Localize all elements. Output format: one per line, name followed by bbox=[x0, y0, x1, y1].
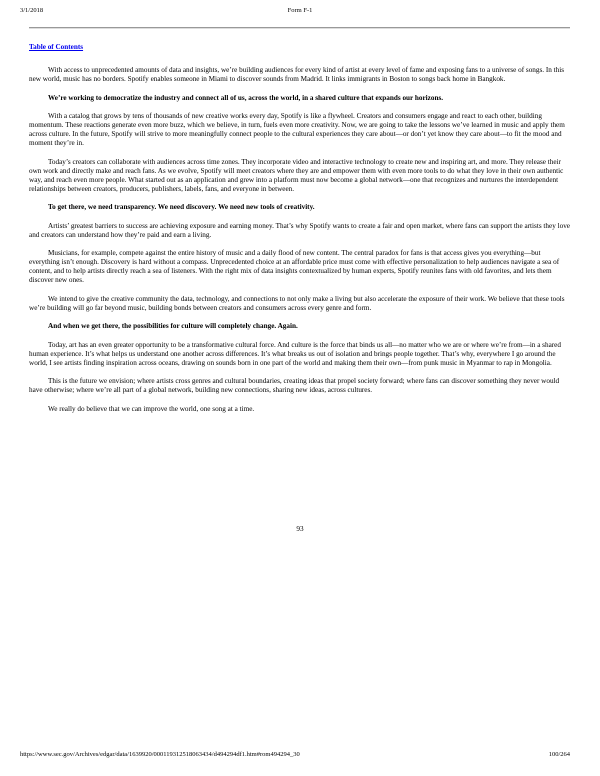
paragraph-barriers: Artists’ greatest barriers to success are achieving exposure and earning money. That’s why Spotify wants to create a fair and open market, where fans can support the artists they love and creators can understand how they’re paid and earn a living. bbox=[29, 221, 570, 239]
print-page-count: 100/264 bbox=[548, 751, 570, 758]
print-footer bbox=[20, 751, 580, 761]
paragraph-closing: We really do believe that we can improve the world, one song at a time. bbox=[48, 404, 255, 413]
paragraph-tools: We intend to give the creative community the data, technology, and connections to not only make a living but also accelerate the exposure of their work. We believe that these tools we’re building will go far beyond music, building bonds between creators and consumers across every genre and form. bbox=[29, 294, 565, 312]
heading-possibilities: And when we get there, the possibilities for culture will completely change. Again. bbox=[48, 322, 298, 330]
heading-democratize: We’re working to democratize the industry and connect all of us, across the world, in a shared culture that expands our horizons. bbox=[48, 93, 444, 102]
print-date: 3/1/2018 bbox=[20, 7, 44, 14]
document-body bbox=[29, 66, 570, 423]
page-number: 93 bbox=[296, 525, 304, 533]
paragraph-intro: With access to unprecedented amounts of data and insights, we’re building audiences for every kind of artist at every level of fame and exposing fans to a universe of songs. In this new world, music has no borders. Spotify enables someone in Miami to discover sounds from Madrid. It links immigrants in Boston to songs back home in Bangkok. bbox=[29, 66, 565, 83]
heading-transparency: To get there, we need transparency. We need discovery. We need new tools of creativity. bbox=[48, 203, 315, 211]
paragraph-culture: Today, art has an even greater opportunity to be a transformative cultural force. And culture is the force that binds us all—no matter who we are or where we’re from—in a shared human experience. It’s what helps us understand one another across differences. It’s what breaks us out of isolation and brings people together. That’s why, everywhere I go around the world, I see artists finding inspiration across oceans, drawing on sounds born in one part of the world and making them their own—from punk music in Myanmar to rap in Mongolia. bbox=[29, 340, 561, 367]
print-title: Form F-1 bbox=[287, 7, 313, 14]
paragraph-musicians: Musicians, for example, compete against the entire history of music and a daily flood of new content. The central paradox for fans is that access gives you everything—but everything isn’t enough. Discovery is hard without a compass. Unprecedented choice at an affordable price must come with effective personalization to help audiences navigate a sea of content, and to help artists directly reach a sea of listeners. With the right mix of data insights contextualized by human experts, Spotify reunites fans with old favorites, and lets them discover new ones. bbox=[29, 249, 560, 284]
table-of-contents-link[interactable]: Table of Contents bbox=[29, 43, 84, 51]
paragraph-future: This is the future we envision; where artists cross genres and cultural boundaries, creating ideas that propel society forward; where fans can discover something they never would have otherwise; where we’re all part of a global network, building new connections, sharing new ideas, across cultures. bbox=[29, 377, 560, 394]
paragraph-flywheel: With a catalog that grows by tens of thousands of new creative works every day, Spotify is like a flywheel. Creators and consumers engage and react to each other, building momentum. These reactions generate even more buzz, which we believe, in turn, fuels even more creativity. Now, we are going to take the lessons we’ve learned in music and apply them across culture. In the future, Spotify will strive to more meaningfully connect people to the cultural experiences they care about—or don’t yet know they care about—to fit the mood and moment they’re in. bbox=[29, 112, 565, 147]
print-header bbox=[20, 7, 580, 19]
print-url: https://www.sec.gov/Archives/edgar/data/1639920/000119312518063434/d494294df1.htm#rom494294_30 bbox=[20, 751, 300, 758]
header-divider bbox=[29, 27, 570, 29]
paragraph-creators: Today’s creators can collaborate with audiences across time zones. They incorporate video and interactive technology to create new and inspiring art, and more. They release their own work and directly make and reach fans. As we evolve, Spotify will meet creators where they are and empower them with even more tools to do what they love in their own authentic way, and reach even more people. What started out as an application and grew into a platform must now become a global network—one that recognizes and nurtures the interdependent relationships between creators, producers, publishers, labels, fans, and everyone in between. bbox=[29, 157, 564, 193]
